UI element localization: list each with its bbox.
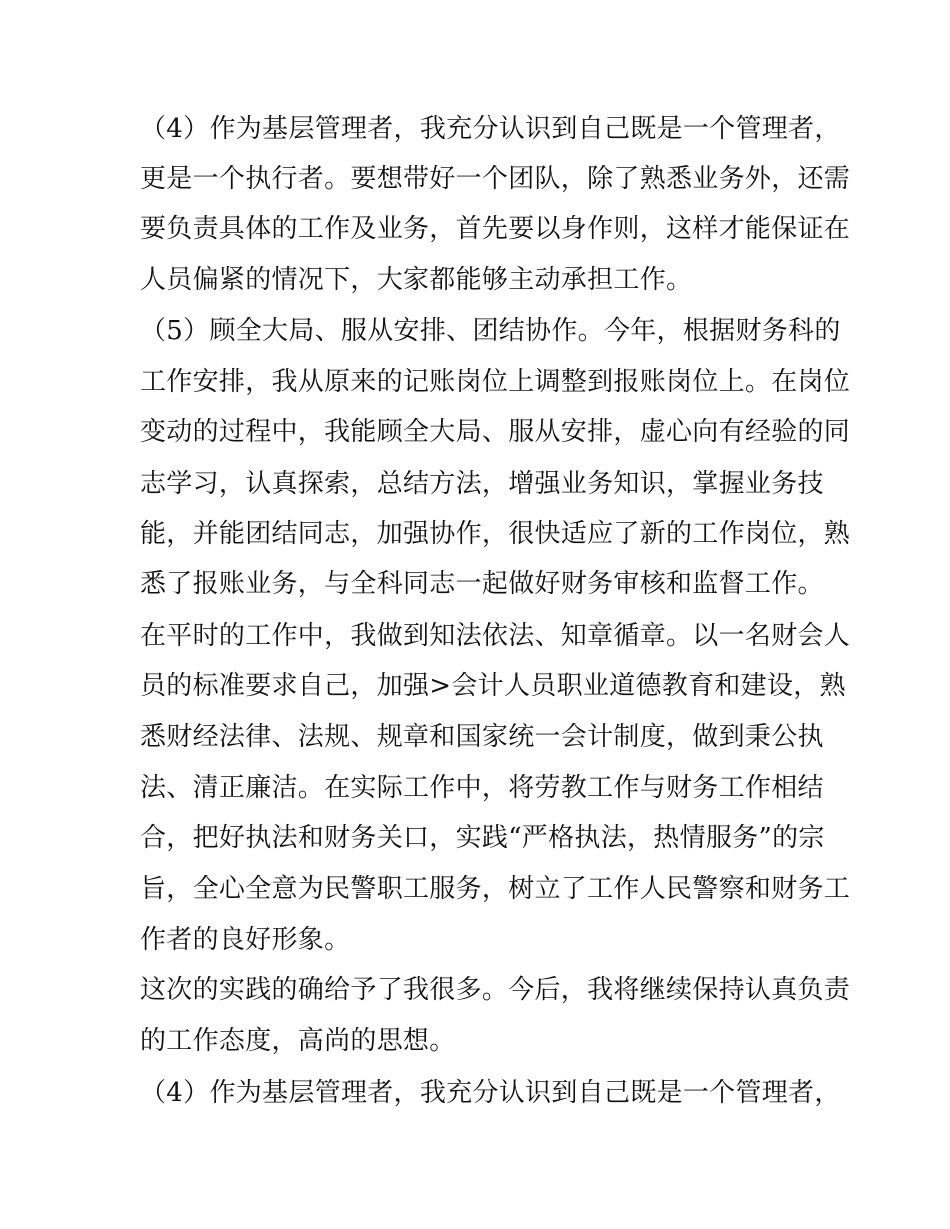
text-line: （4）作为基层管理者，我充分认识到自己既是一个管理者， [140, 1078, 841, 1108]
text-line: 在平时的工作中，我做到知法依法、知章循章。以一名财会人 [140, 621, 851, 651]
text-line: 志学习，认真探索，总结方法，增强业务知识，掌握业务技 [140, 469, 824, 499]
text-line: 更是一个执行者。要想带好一个团队，除了熟悉业务外，还需 [140, 164, 851, 194]
text-line: 变动的过程中，我能顾全大局、服从安排，虚心向有经验的同 [140, 417, 851, 447]
text-line: （4）作为基层管理者，我充分认识到自己既是一个管理者， [140, 114, 841, 144]
text-line: 法、清正廉洁。在实际工作中，将劳教工作与财务工作相结 [140, 773, 824, 803]
text-line: 这次的实践的确给予了我很多。今后，我将继续保持认真负责 [140, 975, 851, 1005]
text-line: 人员偏紧的情况下，大家都能够主动承担工作。 [140, 265, 693, 295]
text-line: 要负责具体的工作及业务，首先要以身作则，这样才能保证在 [140, 214, 851, 244]
text-line: 悉财经法律、法规、规章和国家统一会计制度，做到秉公执 [140, 722, 824, 752]
text-line: 工作安排，我从原来的记账岗位上调整到报账岗位上。在岗位 [140, 367, 851, 397]
text-line: 作者的良好形象。 [140, 925, 351, 955]
text-line: 员的标准要求自己，加强>会计人员职业道德教育和建设，熟 [140, 671, 846, 701]
text-line: 合，把好执法和财务关口，实践“严格执法，热情服务”的宗 [140, 823, 825, 853]
text-line: （5）顾全大局、服从安排、团结协作。今年，根据财务科的 [140, 316, 841, 346]
text-line: 的工作态度，高尚的思想。 [140, 1026, 456, 1056]
text-line: 旨，全心全意为民警职工服务，树立了工作人民警察和财务工 [140, 874, 851, 904]
text-line: 能，并能团结同志，加强协作，很快适应了新的工作岗位，熟 [140, 519, 851, 549]
text-line: 悉了报账业务，与全科同志一起做好财务审核和监督工作。 [140, 569, 824, 599]
